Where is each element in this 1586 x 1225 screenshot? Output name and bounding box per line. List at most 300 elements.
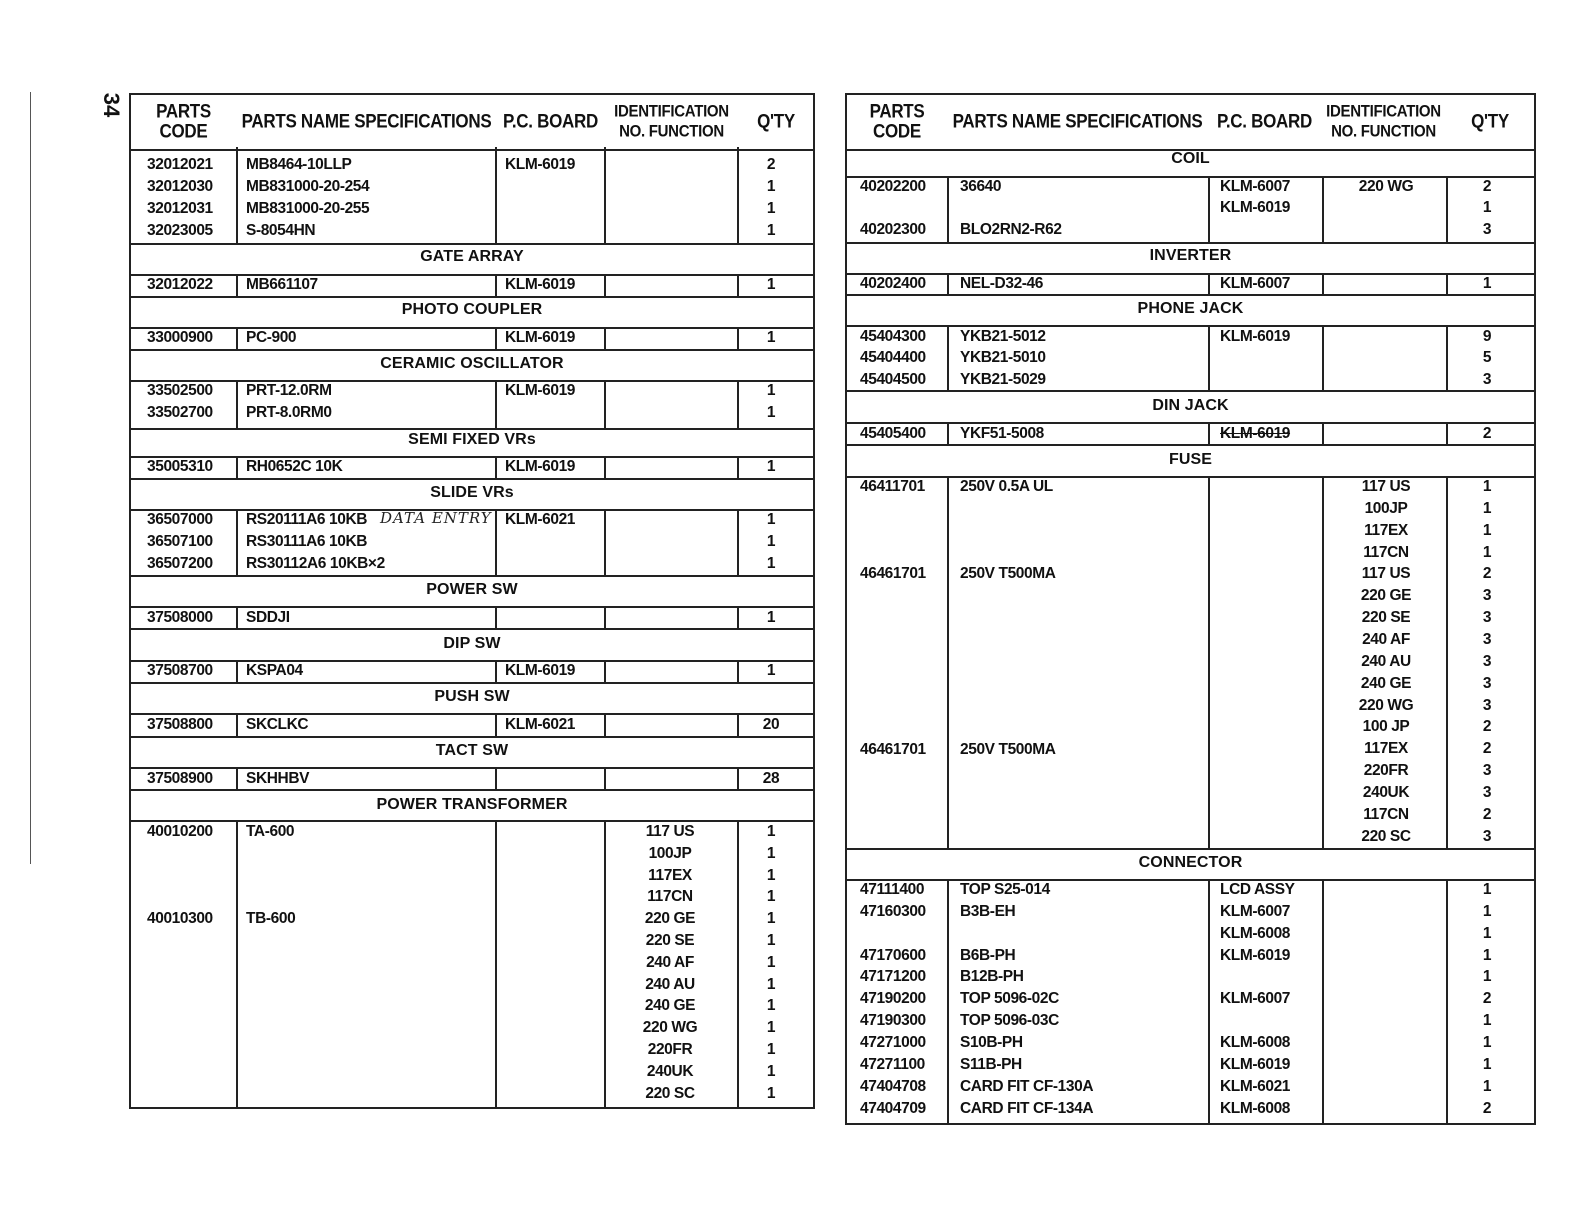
row-divider — [845, 273, 1536, 275]
connector-row-name: CARD FIT CF-130A — [960, 1077, 1094, 1095]
ic-row-qty: 2 — [766, 156, 776, 173]
oscillator-row-board: KLM-6019 — [505, 382, 576, 399]
row-divider — [129, 274, 815, 276]
slide-vr-row-name: RS30112A6 10KB×2 — [246, 555, 385, 572]
coil-row-qty: 1 — [1482, 199, 1492, 216]
row-divider — [129, 456, 815, 458]
header-pc-board: P.C. BOARD — [503, 110, 598, 133]
column-divider — [236, 380, 238, 428]
column-divider — [1208, 879, 1210, 1125]
slide-vr-row-qty: 1 — [766, 511, 776, 528]
connector-row-name: B6B-PH — [960, 946, 1016, 964]
connector-row-code: 47271000 — [860, 1033, 926, 1051]
row-divider — [845, 848, 1536, 850]
margin-rule — [30, 92, 31, 864]
section-din-jack: DIN JACK — [1152, 397, 1229, 414]
gate-array-row-code: 32012022 — [147, 276, 213, 293]
connector-row-code: 47171200 — [860, 968, 926, 986]
row-divider — [129, 789, 815, 791]
fuse-qty: 3 — [1482, 674, 1492, 692]
transformer-qty: 1 — [766, 1084, 776, 1102]
fuse-function: 117 US — [1361, 565, 1411, 583]
phone-jack-row-qty: 5 — [1482, 349, 1492, 366]
row-divider — [129, 628, 815, 630]
column-divider — [737, 509, 739, 575]
phone-jack-row-name: YKB21-5029 — [960, 371, 1046, 388]
connector-row-code: 47160300 — [860, 902, 926, 920]
push-sw-row-board: KLM-6021 — [505, 716, 576, 733]
row-divider — [129, 736, 815, 738]
header-parts-code: PARTS CODE — [156, 100, 211, 143]
row-divider — [129, 327, 815, 329]
inverter-row-board: KLM-6007 — [1220, 275, 1291, 292]
transformer-function: 117EX — [648, 866, 692, 884]
row-divider — [129, 767, 815, 769]
connector-row-board: KLM-6019 — [1220, 946, 1291, 964]
phone-jack-row-code: 45404400 — [860, 349, 926, 366]
fuse-function: 117 US — [1361, 478, 1411, 495]
transformer-qty: 1 — [766, 823, 776, 840]
column-divider — [1446, 879, 1448, 1125]
din-jack-row-name: YKF51-5008 — [960, 425, 1044, 442]
column-divider — [1208, 422, 1210, 444]
fuse-qty: 1 — [1482, 521, 1492, 539]
fuse-code: 46461701 — [860, 565, 926, 582]
transformer-function: 220 SC — [645, 1084, 695, 1102]
column-divider — [1208, 273, 1210, 294]
connector-row-code: 47404708 — [860, 1077, 926, 1095]
section-tact-sw: TACT SW — [435, 742, 509, 759]
column-divider — [604, 820, 606, 1109]
connector-row-qty: 1 — [1482, 1055, 1492, 1073]
connector-row-code: 47111400 — [860, 881, 925, 898]
gate-array-row-qty: 1 — [766, 276, 776, 293]
column-divider — [495, 820, 497, 1109]
section-connector: CONNECTOR — [1138, 854, 1243, 871]
section-semi-fixed-vrs: SEMI FIXED VRs — [408, 431, 536, 448]
fuse-function: 240 AU — [1361, 652, 1411, 670]
connector-row-qty: 1 — [1482, 946, 1492, 964]
fuse-qty: 3 — [1482, 696, 1492, 714]
row-divider — [129, 606, 815, 608]
transformer-function: 220 GE — [644, 910, 696, 928]
transformer-qty: 1 — [766, 888, 776, 906]
connector-row-qty: 1 — [1482, 902, 1492, 920]
semi-fixed-vr-row-board: KLM-6019 — [505, 458, 576, 475]
column-divider — [947, 176, 949, 242]
oscillator-row-name: PRT-8.0RM0 — [246, 404, 332, 421]
header-identification-line1: IDENTIFICATION — [1326, 101, 1441, 121]
header-identification — [606, 92, 737, 152]
fuse-function: 240 AF — [1362, 630, 1410, 648]
column-divider — [236, 820, 238, 1109]
column-divider — [236, 456, 238, 478]
fuse-qty: 3 — [1482, 652, 1492, 670]
fuse-function: 117EX — [1364, 740, 1408, 758]
section-fuse: FUSE — [1168, 451, 1213, 468]
header-identification-line1: IDENTIFICATION — [614, 101, 729, 121]
slide-vr-row-name: RS20111A6 10KB — [246, 511, 368, 528]
connector-row-name: CARD FIT CF-134A — [960, 1099, 1094, 1117]
section-gate-array: GATE ARRAY — [420, 248, 524, 265]
slide-vr-row-code: 36507100 — [147, 533, 213, 550]
slide-vr-row-board: KLM-6021 — [505, 511, 576, 528]
fuse-function: 220 GE — [1360, 587, 1412, 605]
row-divider — [129, 575, 815, 577]
fuse-qty: 2 — [1482, 718, 1492, 736]
column-divider — [604, 147, 606, 243]
row-divider — [845, 242, 1536, 244]
column-divider — [236, 274, 238, 296]
column-divider — [1446, 176, 1448, 242]
fuse-code: 46461701 — [860, 741, 926, 758]
transformer-function: 117CN — [647, 888, 693, 906]
fuse-qty: 2 — [1482, 740, 1492, 758]
photo-coupler-row-code: 33000900 — [147, 329, 213, 346]
connector-row-name: B12B-PH — [960, 968, 1024, 986]
column-divider — [737, 660, 739, 682]
handwritten-note: DATA ENTRY — [380, 509, 492, 527]
ic-row-qty: 1 — [766, 200, 776, 217]
fuse-function: 117CN — [1363, 543, 1409, 561]
column-divider — [236, 147, 238, 243]
ic-row-code: 32023005 — [147, 222, 213, 239]
coil-row-code: 40202200 — [860, 178, 926, 195]
oscillator-row-qty: 1 — [766, 382, 776, 399]
phone-jack-row-name: YKB21-5010 — [960, 349, 1046, 366]
transformer-qty: 1 — [766, 975, 776, 993]
fuse-qty: 1 — [1482, 478, 1492, 495]
fuse-name: 250V T500MA — [960, 741, 1056, 758]
push-sw-row-name: SKCLKC — [246, 716, 309, 733]
column-divider — [236, 660, 238, 682]
connector-row-board: KLM-6008 — [1220, 924, 1291, 942]
column-divider — [737, 274, 739, 296]
transformer-function: 240 GE — [644, 997, 696, 1015]
column-divider — [1208, 325, 1210, 390]
oscillator-row-qty: 1 — [766, 404, 776, 421]
coil-row-name: BLO2RN2-R62 — [960, 221, 1062, 238]
connector-row-code: 47190200 — [860, 990, 926, 1008]
row-divider — [129, 713, 815, 715]
transformer-code: 40010300 — [147, 910, 213, 927]
phone-jack-row-code: 45404300 — [860, 328, 926, 345]
connector-row-qty: 1 — [1482, 1077, 1492, 1095]
coil-row-board: KLM-6019 — [1220, 199, 1291, 216]
header-parts-code: PARTS CODE — [869, 100, 925, 143]
fuse-code: 46411701 — [860, 478, 925, 495]
column-divider — [495, 660, 497, 682]
column-divider — [737, 456, 739, 478]
connector-row-qty: 2 — [1482, 990, 1492, 1008]
tact-sw-row-code: 37508900 — [147, 770, 213, 787]
oscillator-row-code: 33502500 — [147, 382, 213, 399]
transformer-function: 117 US — [645, 823, 695, 840]
row-divider — [845, 294, 1536, 296]
table-header — [847, 95, 1534, 151]
gate-array-row-name: MB661107 — [246, 276, 318, 293]
transformer-qty: 1 — [766, 1041, 776, 1058]
fuse-qty: 2 — [1482, 565, 1492, 583]
column-divider — [604, 767, 606, 789]
column-divider — [737, 820, 739, 1109]
column-divider — [1322, 422, 1324, 444]
section-push-sw: PUSH SW — [434, 688, 510, 705]
transformer-qty: 1 — [766, 1019, 776, 1037]
transformer-function: 100JP — [648, 844, 692, 862]
transformer-qty: 1 — [766, 932, 776, 949]
dip-sw-row-code: 37508700 — [147, 662, 213, 679]
photo-coupler-row-name: PC-900 — [246, 329, 297, 346]
section-ceramic-oscillator: CERAMIC OSCILLATOR — [380, 355, 564, 372]
column-divider — [1322, 325, 1324, 390]
fuse-qty: 2 — [1482, 805, 1492, 823]
header-identification-line2: NO. FUNCTION — [1331, 122, 1436, 142]
column-divider — [1446, 273, 1448, 294]
coil-row-function: 220 WG — [1358, 178, 1414, 195]
column-divider — [1322, 879, 1324, 1125]
row-divider — [129, 660, 815, 662]
dip-sw-row-qty: 1 — [766, 662, 776, 679]
phone-jack-row-code: 45404500 — [860, 371, 926, 388]
transformer-qty: 1 — [766, 910, 776, 928]
connector-row-board: KLM-6007 — [1220, 990, 1291, 1008]
column-divider — [495, 713, 497, 736]
transformer-qty: 1 — [766, 997, 776, 1015]
column-divider — [604, 274, 606, 296]
column-divider — [1322, 476, 1324, 848]
tact-sw-row-name: SKHHBV — [246, 770, 310, 787]
column-divider — [1322, 176, 1324, 242]
column-divider — [1208, 176, 1210, 242]
row-divider — [129, 428, 815, 430]
fuse-function: 220FR — [1363, 762, 1409, 780]
column-divider — [947, 273, 949, 294]
ic-row-code: 32012021 — [147, 156, 213, 173]
header-pc-board: P.C. BOARD — [1217, 110, 1312, 133]
connector-row-name: TOP S25-014 — [960, 881, 1050, 898]
column-divider — [1208, 476, 1210, 848]
row-divider — [845, 444, 1536, 446]
column-divider — [495, 147, 497, 243]
column-divider — [604, 327, 606, 349]
fuse-function: 100JP — [1364, 499, 1408, 517]
connector-row-board: LCD ASSY — [1220, 881, 1295, 898]
coil-row-qty: 2 — [1482, 178, 1492, 195]
row-divider — [129, 478, 815, 480]
connector-row-code: 47170600 — [860, 946, 926, 964]
connector-row-name: TOP 5096-03C — [960, 1012, 1059, 1030]
column-divider — [495, 767, 497, 789]
column-divider — [236, 767, 238, 789]
column-divider — [737, 713, 739, 736]
ic-row-name: S-8054HN — [246, 222, 316, 239]
fuse-function: 117CN — [1363, 805, 1409, 823]
fuse-qty: 3 — [1482, 609, 1492, 627]
column-divider — [495, 274, 497, 296]
connector-row-name: S10B-PH — [960, 1033, 1023, 1051]
column-divider — [1446, 476, 1448, 848]
transformer-function: 220FR — [647, 1041, 693, 1058]
transformer-qty: 1 — [766, 866, 776, 884]
connector-row-code: 47404709 — [860, 1099, 926, 1117]
push-sw-row-qty: 20 — [762, 716, 780, 733]
fuse-function: 240UK — [1362, 783, 1410, 801]
connector-row-board: KLM-6008 — [1220, 1033, 1291, 1051]
inverter-row-code: 40202400 — [860, 275, 926, 292]
photo-coupler-row-qty: 1 — [766, 329, 776, 346]
tact-sw-row-qty: 28 — [762, 770, 780, 787]
row-divider — [129, 296, 815, 298]
column-divider — [495, 606, 497, 628]
section-photo-coupler: PHOTO COUPLER — [401, 301, 543, 318]
fuse-function: 220 WG — [1358, 696, 1414, 714]
transformer-qty: 1 — [766, 844, 776, 862]
column-divider — [737, 147, 739, 243]
power-sw-row-name: SDDJI — [246, 609, 290, 626]
coil-row-name: 36640 — [960, 178, 1002, 195]
fuse-qty: 3 — [1482, 630, 1492, 648]
header-identification — [1323, 92, 1444, 152]
connector-row-qty: 1 — [1482, 968, 1492, 986]
dip-sw-row-name: KSPA04 — [246, 662, 303, 679]
coil-row-board: KLM-6007 — [1220, 178, 1291, 195]
photo-coupler-row-board: KLM-6019 — [505, 329, 576, 346]
row-divider — [129, 682, 815, 684]
header-qty: Q'TY — [757, 110, 795, 133]
connector-row-qty: 1 — [1482, 1012, 1492, 1030]
transformer-function: 240UK — [646, 1062, 694, 1080]
power-sw-row-code: 37508000 — [147, 609, 213, 626]
column-divider — [947, 422, 949, 444]
transformer-function: 240 AU — [645, 975, 695, 993]
column-divider — [737, 380, 739, 428]
ic-row-name: MB8464-10LLP — [246, 156, 352, 173]
fuse-qty: 1 — [1482, 499, 1492, 517]
column-divider — [236, 713, 238, 736]
header-qty: Q'TY — [1471, 110, 1509, 133]
phone-jack-row-board: KLM-6019 — [1220, 328, 1291, 345]
gate-array-row-board: KLM-6019 — [505, 276, 576, 293]
inverter-row-name: NEL-D32-46 — [960, 275, 1043, 292]
phone-jack-row-qty: 9 — [1482, 328, 1492, 345]
transformer-name: TA-600 — [246, 823, 295, 840]
column-divider — [236, 606, 238, 628]
inverter-row-qty: 1 — [1482, 275, 1492, 292]
ic-row-name: MB831000-20-254 — [246, 178, 370, 195]
oscillator-row-code: 33502700 — [147, 404, 213, 421]
fuse-qty: 3 — [1482, 827, 1492, 845]
header-identification-line2: NO. FUNCTION — [619, 122, 724, 142]
row-divider — [129, 820, 815, 822]
connector-row-name: B3B-EH — [960, 902, 1016, 920]
column-divider — [495, 509, 497, 575]
column-divider — [495, 327, 497, 349]
slide-vr-row-qty: 1 — [766, 533, 776, 550]
ic-row-qty: 1 — [766, 222, 776, 239]
section-power-sw: POWER SW — [426, 581, 518, 598]
fuse-function: 100 JP — [1362, 718, 1410, 736]
column-divider — [236, 509, 238, 575]
dip-sw-row-board: KLM-6019 — [505, 662, 576, 679]
fuse-name: 250V 0.5A UL — [960, 478, 1053, 495]
page-number: 34 — [99, 92, 124, 118]
connector-row-name: S11B-PH — [960, 1055, 1022, 1073]
slide-vr-row-code: 36507200 — [147, 555, 213, 572]
column-divider — [495, 456, 497, 478]
coil-row-qty: 3 — [1482, 221, 1492, 238]
transformer-function: 240 AF — [646, 953, 694, 971]
semi-fixed-vr-row-code: 35005310 — [147, 458, 213, 475]
column-divider — [495, 380, 497, 428]
row-divider — [129, 243, 815, 245]
fuse-function: 220 SC — [1361, 827, 1411, 845]
section-power-transformer: POWER TRANSFORMER — [376, 796, 568, 813]
transformer-qty: 1 — [766, 1062, 776, 1080]
section-slide-vrs: SLIDE VRs — [430, 484, 514, 501]
fuse-qty: 3 — [1482, 762, 1492, 780]
connector-row-board: KLM-6008 — [1220, 1099, 1291, 1117]
row-divider — [845, 422, 1536, 424]
row-divider — [845, 390, 1536, 392]
table-header — [131, 95, 813, 151]
phone-jack-row-qty: 3 — [1482, 371, 1492, 388]
row-divider — [129, 380, 815, 382]
slide-vr-row-name: RS30111A6 10KB — [246, 533, 368, 550]
fuse-name: 250V T500MA — [960, 565, 1056, 582]
fuse-function: 240 GE — [1360, 674, 1412, 692]
transformer-function: 220 WG — [642, 1019, 698, 1037]
column-divider — [604, 380, 606, 428]
oscillator-row-name: PRT-12.0RM — [246, 382, 332, 399]
push-sw-row-code: 37508800 — [147, 716, 213, 733]
row-divider — [129, 349, 815, 351]
column-divider — [737, 606, 739, 628]
ic-row-qty: 1 — [766, 178, 776, 195]
connector-row-name: TOP 5096-02C — [960, 990, 1059, 1008]
phone-jack-row-name: YKB21-5012 — [960, 328, 1046, 345]
column-divider — [1446, 325, 1448, 390]
column-divider — [1446, 422, 1448, 444]
din-jack-row-qty: 2 — [1482, 425, 1492, 442]
column-divider — [947, 325, 949, 390]
coil-row-code: 40202300 — [860, 221, 926, 238]
column-divider — [947, 476, 949, 848]
column-divider — [947, 879, 949, 1125]
ic-row-name: MB831000-20-255 — [246, 200, 370, 217]
column-divider — [604, 509, 606, 575]
fuse-function: 117EX — [1364, 521, 1408, 539]
row-divider — [845, 879, 1536, 881]
fuse-qty: 3 — [1482, 783, 1492, 801]
din-jack-row-code: 45405400 — [860, 425, 926, 442]
column-divider — [604, 456, 606, 478]
connector-row-qty: 1 — [1482, 924, 1492, 942]
row-divider — [845, 325, 1536, 327]
connector-row-board: KLM-6007 — [1220, 902, 1291, 920]
connector-row-qty: 2 — [1482, 1099, 1492, 1117]
power-sw-row-qty: 1 — [766, 609, 776, 626]
section-dip-sw: DIP SW — [443, 635, 501, 652]
section-phone-jack: PHONE JACK — [1137, 300, 1244, 317]
connector-row-code: 47271100 — [860, 1055, 925, 1073]
transformer-code: 40010200 — [147, 823, 213, 840]
semi-fixed-vr-row-name: RH0652C 10K — [246, 458, 343, 475]
column-divider — [737, 327, 739, 349]
connector-row-qty: 1 — [1482, 881, 1492, 898]
slide-vr-row-code: 36507000 — [147, 511, 213, 528]
slide-vr-row-qty: 1 — [766, 555, 776, 572]
